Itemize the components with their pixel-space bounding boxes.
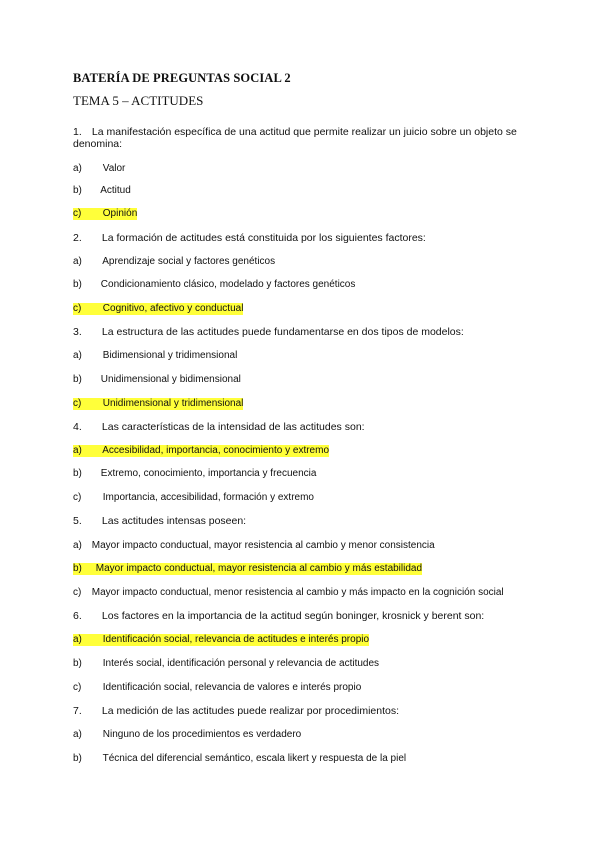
question-text: La formación de actitudes está constituida por los siguientes factores: <box>101 232 426 244</box>
option-text: Interés social, identificación personal y relevancia de actitudes <box>102 658 380 669</box>
document-subtitle: TEMA 5 – ACTITUDES <box>73 93 204 108</box>
option-text: Actitud <box>100 185 131 196</box>
question-3 <box>73 326 464 338</box>
question-number: 3. <box>73 326 82 338</box>
option-letter: b) <box>73 279 82 290</box>
option-letter: c) <box>73 208 82 219</box>
question-text: Las características de la intensidad de las actitudes son: <box>101 421 365 433</box>
option-letter: a) <box>73 540 82 551</box>
option-letter: b) <box>73 185 82 196</box>
option-text: Bidimensional y tridimensional <box>102 350 238 361</box>
question-text: La medición de las actitudes puede realizar por procedimientos: <box>101 705 400 717</box>
option-text: Identificación social, relevancia de actitudes e interés propio <box>102 634 370 645</box>
question-text: Las actitudes intensas poseen: <box>101 515 247 527</box>
option-letter: c) <box>73 492 82 503</box>
option-letter: b) <box>73 374 82 385</box>
question-5 <box>73 515 246 527</box>
question-number: 7. <box>73 705 82 717</box>
option-text: Cognitivo, afectivo y conductual <box>102 303 244 314</box>
question-number: 1. <box>73 126 82 138</box>
option-3a <box>73 350 237 362</box>
option-letter: a) <box>73 256 82 267</box>
option-text: Importancia, accesibilidad, formación y extremo <box>102 492 314 503</box>
option-letter: a) <box>73 634 82 645</box>
option-letter: b) <box>73 468 82 479</box>
option-text: Mayor impacto conductual, mayor resistencia al cambio y menor consistencia <box>91 540 435 551</box>
option-letter: a) <box>73 350 82 361</box>
question-text: La manifestación específica de una actitud que permite realizar un juicio sobre un objeto se denomina: <box>73 126 517 150</box>
option-text: Técnica del diferencial semántico, escala likert y respuesta de la piel <box>102 753 407 764</box>
option-text: Ninguno de los procedimientos es verdadero <box>102 729 302 740</box>
option-2a <box>73 256 275 268</box>
option-letter: c) <box>73 303 82 314</box>
document-title: BATERÍA DE PREGUNTAS SOCIAL 2 <box>73 71 291 85</box>
question-text: Los factores en la importancia de la actitud según boninger, krosnick y berent son: <box>101 610 485 622</box>
question-number: 5. <box>73 515 82 527</box>
option-5a <box>73 540 435 552</box>
option-letter: a) <box>73 729 82 740</box>
option-3c <box>73 398 243 410</box>
option-1a <box>73 163 125 175</box>
option-text: Mayor impacto conductual, mayor resistencia al cambio y más estabilidad <box>95 563 423 574</box>
option-7b <box>73 753 406 765</box>
question-4 <box>73 421 365 433</box>
question-number: 4. <box>73 421 82 433</box>
option-4c <box>73 492 314 504</box>
question-2 <box>73 232 426 244</box>
option-6b <box>73 658 379 670</box>
question-7 <box>73 705 399 717</box>
option-7a <box>73 729 301 741</box>
option-letter: c) <box>73 682 82 693</box>
option-2c <box>73 303 243 315</box>
option-letter: b) <box>73 753 82 764</box>
option-text: Accesibilidad, importancia, conocimiento y extremo <box>102 445 330 456</box>
question-1 <box>73 126 543 150</box>
question-number: 6. <box>73 610 82 622</box>
option-5c <box>73 587 504 599</box>
option-text: Mayor impacto conductual, menor resistencia al cambio y más impacto en la cognición social <box>91 587 504 598</box>
question-6 <box>73 610 484 622</box>
option-4b <box>73 468 316 480</box>
option-6a <box>73 634 369 646</box>
option-text: Valor <box>102 163 126 174</box>
option-6c <box>73 682 361 694</box>
option-letter: a) <box>73 163 82 174</box>
question-text: La estructura de las actitudes puede fundamentarse en dos tipos de modelos: <box>101 326 464 338</box>
option-letter: c) <box>73 398 82 409</box>
option-text: Identificación social, relevancia de valores e interés propio <box>102 682 362 693</box>
option-2b <box>73 279 355 291</box>
option-5b <box>73 563 422 575</box>
option-text: Aprendizaje social y factores genéticos <box>102 256 276 267</box>
option-3b <box>73 374 241 386</box>
option-text: Unidimensional y tridimensional <box>102 398 244 409</box>
option-text: Condicionamiento clásico, modelado y factores genéticos <box>100 279 356 290</box>
question-number: 2. <box>73 232 82 244</box>
option-text: Extremo, conocimiento, importancia y frecuencia <box>100 468 317 479</box>
option-1b <box>73 185 131 197</box>
option-letter: c) <box>73 587 82 598</box>
option-4a <box>73 445 329 457</box>
option-letter: b) <box>73 658 82 669</box>
option-1c <box>73 208 137 220</box>
option-text: Opinión <box>102 208 138 219</box>
option-letter: a) <box>73 445 82 456</box>
option-letter: b) <box>73 563 82 574</box>
option-text: Unidimensional y bidimensional <box>100 374 241 385</box>
